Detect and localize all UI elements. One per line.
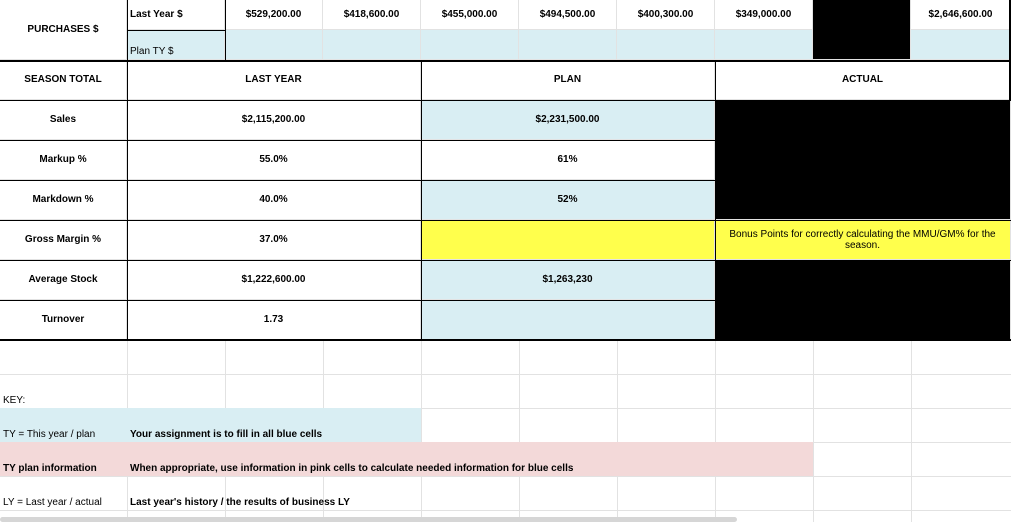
ly-gross-margin-cell[interactable]: 37.0% (127, 220, 421, 260)
season-total-label: SEASON TOTAL (0, 60, 127, 100)
plan-markup-cell[interactable]: 61% (421, 140, 715, 180)
divider (127, 0, 128, 341)
divider (127, 30, 225, 31)
ly-average-stock-cell[interactable]: $1,222,600.00 (127, 260, 421, 300)
last-year-label-cell[interactable]: Last Year $ (127, 0, 225, 30)
purchases-plan-total[interactable] (911, 30, 1011, 60)
divider (0, 220, 1011, 221)
key-term-ly: LY = Last year / actual (3, 497, 102, 508)
purchases-ly-month-1[interactable]: $529,200.00 (225, 0, 323, 30)
bonus-note-cell[interactable]: Bonus Points for correctly calculating the MMU/GM% for the season. (715, 220, 1011, 260)
plan-average-stock-cell[interactable]: $1,263,230 (421, 260, 715, 300)
divider (0, 300, 715, 301)
horizontal-scrollbar[interactable] (0, 517, 737, 522)
purchases-plan-month-6[interactable] (715, 30, 813, 60)
plan-markdown-cell[interactable]: 52% (421, 180, 715, 220)
purchases-plan-month-2[interactable] (323, 30, 421, 60)
key-term-ty-plan: TY plan information (3, 463, 97, 474)
blocked-cell (813, 0, 911, 60)
divider (225, 0, 226, 60)
purchases-ly-month-5[interactable]: $400,300.00 (617, 0, 715, 30)
row-label-turnover: Turnover (0, 300, 127, 340)
purchases-ly-month-2[interactable]: $418,600.00 (323, 0, 421, 30)
plan-gross-margin-cell[interactable] (421, 220, 715, 260)
plan-ty-label-cell[interactable]: Plan TY $ (127, 30, 225, 60)
plan-turnover-cell[interactable] (421, 300, 715, 340)
key-desc-ly: Last year's history / the results of business LY (130, 497, 350, 508)
ly-sales-cell[interactable]: $2,115,200.00 (127, 100, 421, 140)
row-label-markup: Markup % (0, 140, 127, 180)
key-desc-blue: Your assignment is to fill in all blue cells (130, 429, 323, 440)
actual-blocked-cell-lower (715, 260, 1011, 340)
purchases-plan-month-1[interactable] (225, 30, 323, 60)
plan-sales-cell[interactable]: $2,231,500.00 (421, 100, 715, 140)
key-term-ty: TY = This year / plan (3, 429, 96, 440)
divider (0, 100, 1011, 101)
key-desc-pink: When appropriate, use information in pink cells to calculate needed information for blue cells (130, 463, 574, 474)
divider (0, 339, 1011, 341)
row-label-gross-margin: Gross Margin % (0, 220, 127, 260)
ly-markdown-cell[interactable]: 40.0% (127, 180, 421, 220)
purchases-ly-month-4[interactable]: $494,500.00 (519, 0, 617, 30)
purchases-label: PURCHASES $ (0, 0, 127, 60)
ly-markup-cell[interactable]: 55.0% (127, 140, 421, 180)
purchases-plan-month-3[interactable] (421, 30, 519, 60)
divider (0, 60, 1011, 62)
purchases-ly-total[interactable]: $2,646,600.00 (911, 0, 1011, 30)
row-label-markdown: Markdown % (0, 180, 127, 220)
divider (715, 60, 716, 341)
purchases-ly-month-3[interactable]: $455,000.00 (421, 0, 519, 30)
divider (0, 140, 715, 141)
plan-header: PLAN (421, 60, 715, 100)
last-year-header: LAST YEAR (127, 60, 421, 100)
purchases-ly-month-6[interactable]: $349,000.00 (715, 0, 813, 30)
row-label-average-stock: Average Stock (0, 260, 127, 300)
purchases-plan-month-4[interactable] (519, 30, 617, 60)
divider (0, 180, 715, 181)
actual-blocked-cell (715, 100, 1011, 220)
purchases-plan-month-5[interactable] (617, 30, 715, 60)
divider (0, 260, 1011, 261)
ly-turnover-cell[interactable]: 1.73 (127, 300, 421, 340)
divider (421, 60, 422, 341)
key-title: KEY: (3, 395, 26, 406)
actual-header: ACTUAL (715, 60, 1011, 100)
row-label-sales: Sales (0, 100, 127, 140)
